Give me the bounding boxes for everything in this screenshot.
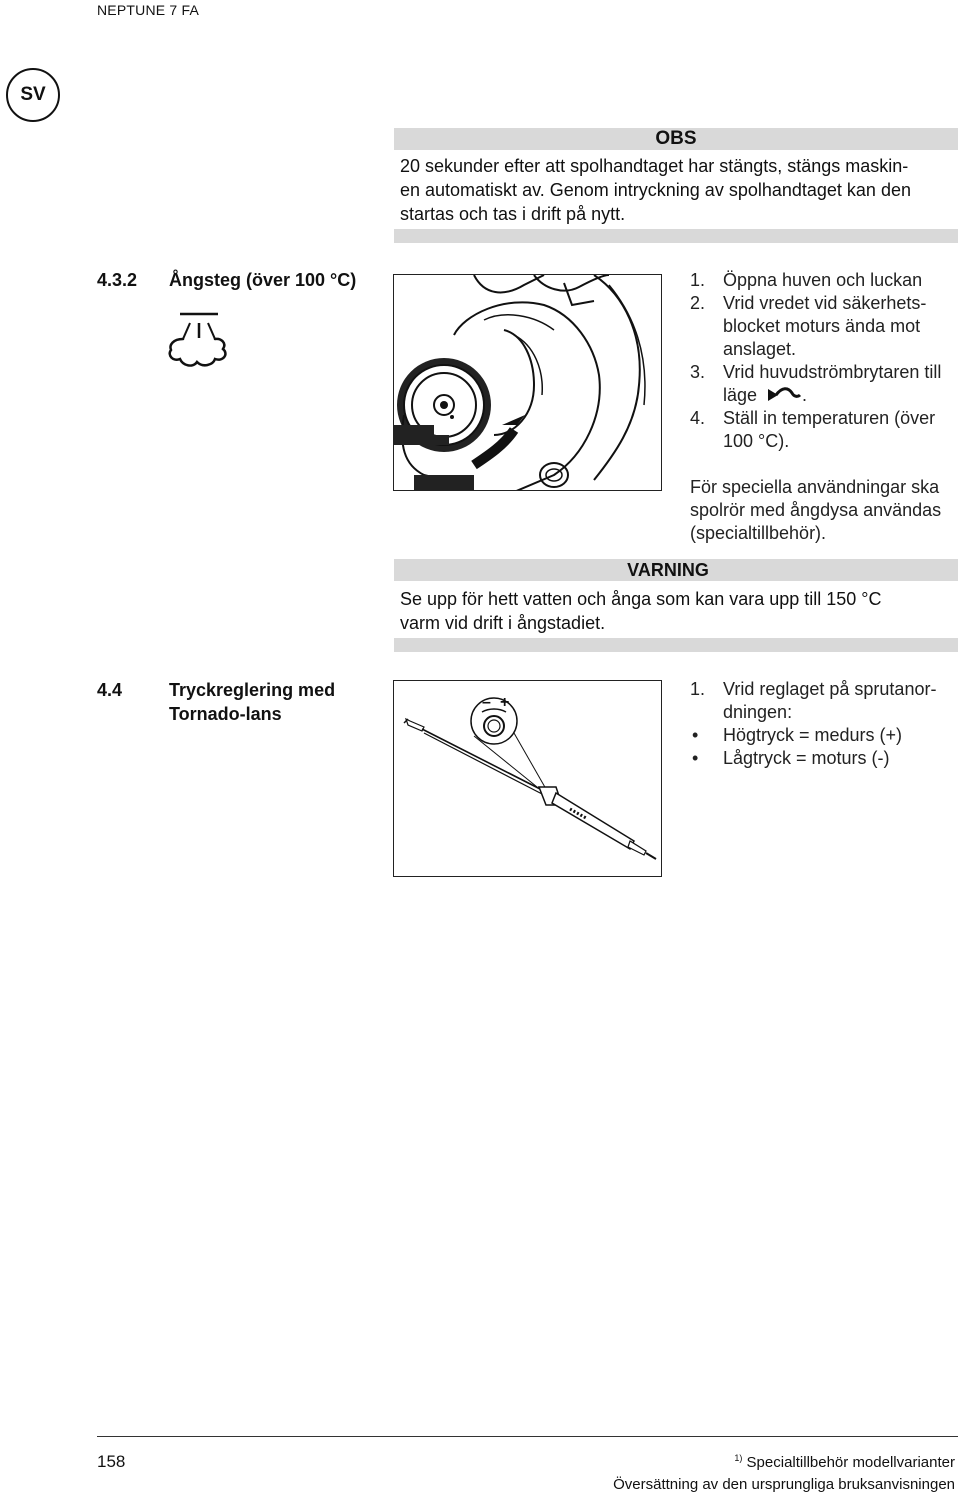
list-item: blocket moturs ända mot xyxy=(723,316,921,336)
note-line: För speciella användningar ska xyxy=(690,477,940,497)
list-item: • Lågtryck = moturs (-) xyxy=(692,748,890,768)
steam-note xyxy=(690,476,960,545)
page-number: 158 xyxy=(97,1452,126,1471)
pressure-bullets xyxy=(690,724,960,770)
translation-note: Översättning av den ursprungliga bruksanvisningen xyxy=(613,1476,955,1493)
dial-minus-label: – xyxy=(482,694,491,711)
footnote xyxy=(734,1453,955,1471)
section-number: 4.4 xyxy=(97,680,123,700)
steam-mode-symbol-icon xyxy=(766,387,802,403)
section-number: 4.3.2 xyxy=(97,270,138,290)
obs-line: startas och tas i drift på nytt. xyxy=(400,204,626,224)
list-item: 3. Vrid huvudströmbrytaren till xyxy=(690,362,942,382)
list-item: • Högtryck = medurs (+) xyxy=(692,725,903,745)
list-item: 4. Ställ in temperaturen (över xyxy=(690,408,936,428)
list-item: anslaget. xyxy=(723,339,797,359)
steam-steps-list xyxy=(690,269,960,453)
list-item: 1. Öppna huven och luckan xyxy=(690,270,923,290)
warning-text xyxy=(400,587,958,635)
section-title: Tryckreglering med Tornado-lans xyxy=(169,680,336,724)
obs-text xyxy=(400,154,958,226)
list-item: läge . xyxy=(723,385,808,405)
footnote-text: Specialtillbehör modellvarianter xyxy=(746,1454,955,1471)
steam-cloud-icon xyxy=(165,312,231,374)
warning-line: varm vid drift i ångstadiet. xyxy=(400,613,606,633)
safety-block-illustration xyxy=(394,275,662,491)
language-badge: SV xyxy=(6,68,60,122)
document-header: NEPTUNE 7 FA xyxy=(97,2,199,18)
section-title: Ångsteg (över 100 °C) xyxy=(169,270,357,290)
warning-bottom-bar xyxy=(394,638,958,652)
list-item: 100 °C). xyxy=(723,431,790,451)
footnote-mark: 1) xyxy=(734,1453,743,1463)
obs-title: OBS xyxy=(655,128,697,149)
tornado-lance-illustration xyxy=(394,681,662,877)
obs-box xyxy=(394,128,958,150)
pressure-steps xyxy=(690,678,960,724)
tornado-lance-figure xyxy=(393,680,662,877)
obs-bottom-bar xyxy=(394,229,958,243)
warning-box xyxy=(394,559,958,581)
note-line: spolrör med ångdysa användas xyxy=(690,500,942,520)
dial-plus-label: + xyxy=(500,694,510,711)
list-item: 2. Vrid vredet vid säkerhets- xyxy=(690,293,927,313)
note-line: (specialtillbehör). xyxy=(690,523,827,543)
safety-block-figure xyxy=(393,274,662,491)
footer-rule xyxy=(97,1436,958,1437)
list-item: 1. Vrid reglaget på sprutanor- dningen: xyxy=(690,679,937,722)
warning-title: VARNING xyxy=(627,560,709,580)
obs-line: 20 sekunder efter att spolhandtaget har stängts, stängs maskin- xyxy=(400,156,909,176)
obs-line: en automatiskt av. Genom intryckning av spolhandtaget kan den xyxy=(400,180,911,200)
warning-line: Se upp för hett vatten och ånga som kan vara upp till 150 °C xyxy=(400,589,882,609)
